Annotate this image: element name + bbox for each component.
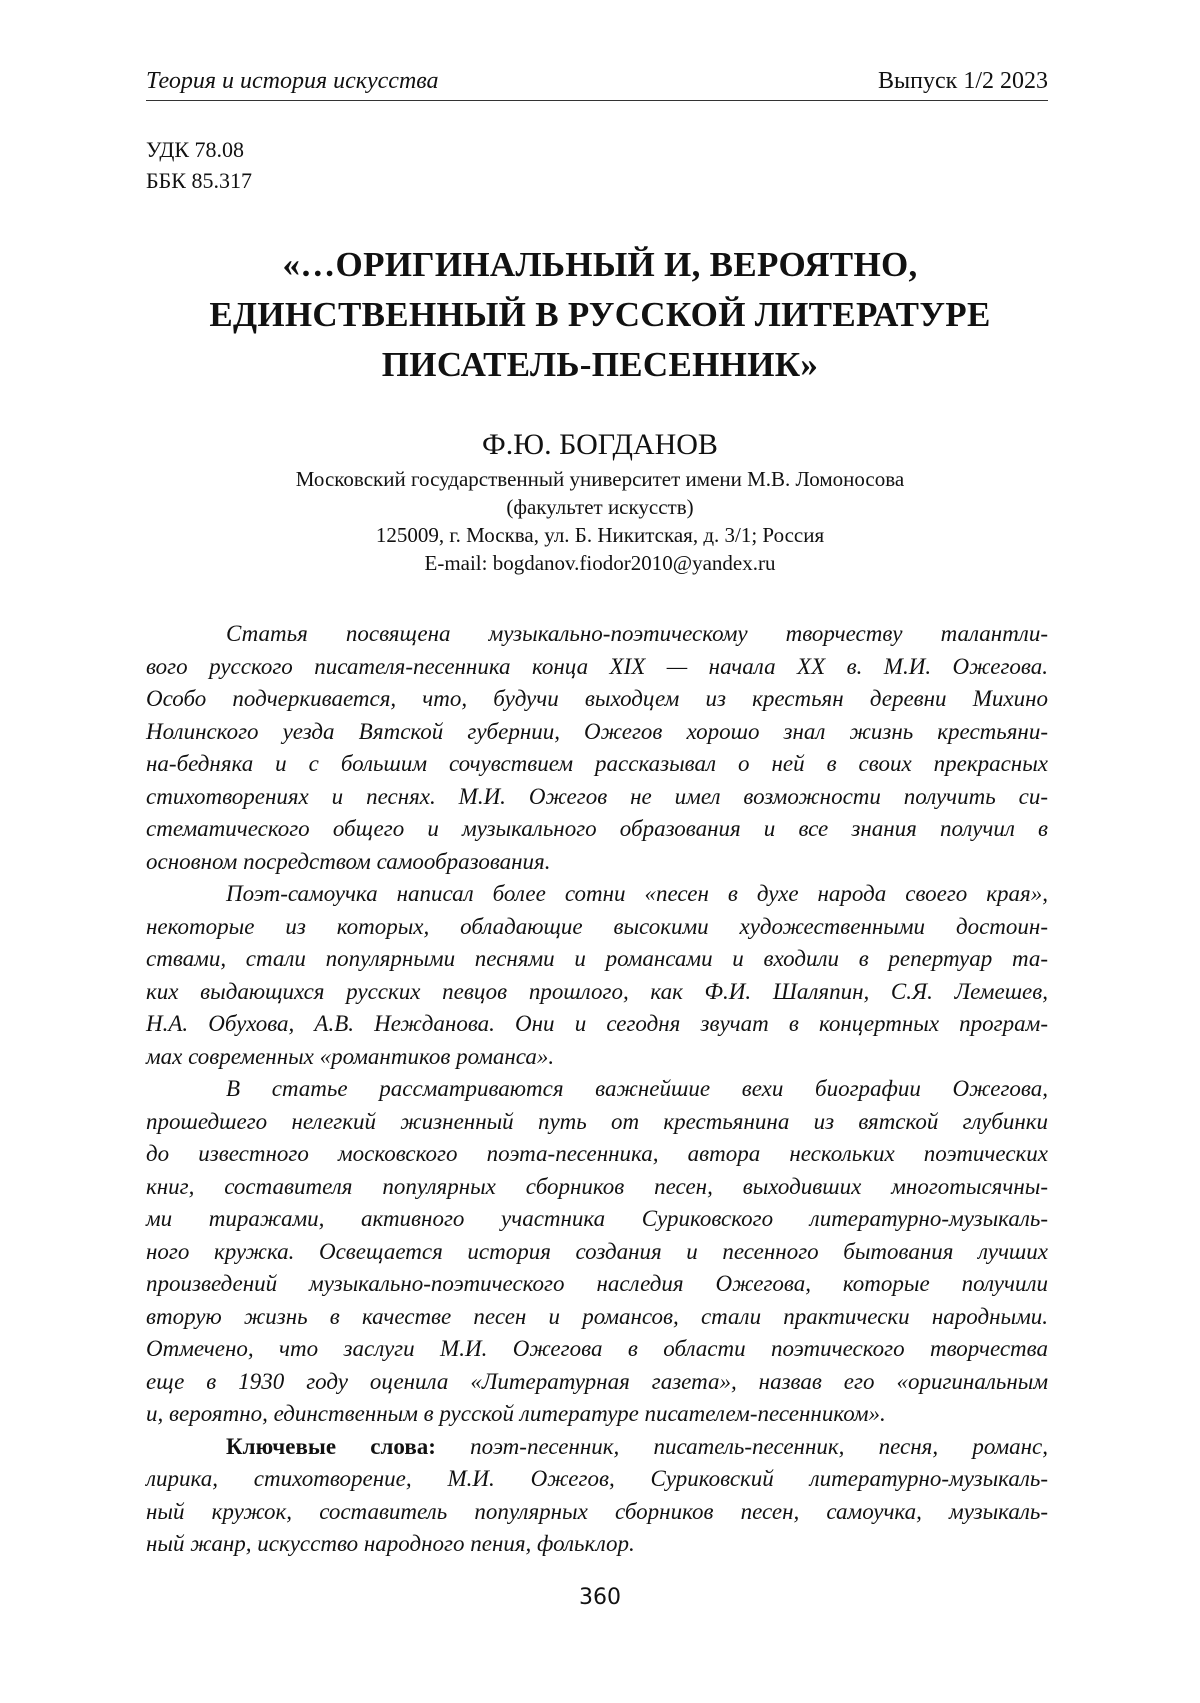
- abstract-line: до известного московского поэта-песенника, автора нескольких поэтических: [146, 1138, 1048, 1171]
- keywords-line: ный жанр, искусство народного пения, фольклор.: [146, 1528, 1048, 1561]
- keywords-label: Ключевые слова:: [226, 1434, 436, 1459]
- abstract-line: Особо подчеркивается, что, будучи выходцем из крестьян деревни Михино: [146, 683, 1048, 716]
- affiliation-faculty: (факультет искусств): [100, 493, 1100, 521]
- abstract-line: Нолинского уезда Вятской губернии, Ожегов хорошо знал жизнь крестьяни-: [146, 716, 1048, 749]
- abstract-line: некоторые из которых, обладающие высокими художественными достоин-: [146, 911, 1048, 944]
- abstract: [146, 618, 1048, 1561]
- abstract-line: Поэт-самоучка написал более сотни «песен в духе народа своего края»,: [146, 878, 1048, 911]
- abstract-line: стихотворениях и песнях. М.И. Ожегов не имел возможности получить си-: [146, 781, 1048, 814]
- abstract-line: Отмечено, что заслуги М.И. Ожегова в области поэтического творчества: [146, 1333, 1048, 1366]
- bbk-code: ББК 85.317: [146, 165, 252, 196]
- abstract-line: Статья посвящена музыкально-поэтическому творчеству талантли-: [146, 618, 1048, 651]
- abstract-line: на-бедняка и с большим сочувствием рассказывал о ней в своих прекрасных: [146, 748, 1048, 781]
- article-title: [100, 240, 1100, 390]
- abstract-line: Н.А. Обухова, А.В. Нежданова. Они и сегодня звучат в концертных програм-: [146, 1008, 1048, 1041]
- page: [0, 0, 1200, 1703]
- abstract-line: стематического общего и музыкального образования и все знания получил в: [146, 813, 1048, 846]
- page-number: 360: [0, 1585, 1200, 1610]
- running-header: [146, 64, 1048, 101]
- classification-codes: [146, 134, 252, 196]
- abstract-line: произведений музыкально-поэтического наследия Ожегова, которые получили: [146, 1268, 1048, 1301]
- affiliation: Московский государственный университет имени М.В. Ломоносова: [100, 465, 1100, 493]
- abstract-line: вого русского писателя-песенника конца XIX — начала XX в. М.И. Ожегова.: [146, 651, 1048, 684]
- abstract-line: ного кружка. Освещается история создания и песенного бытования лучших: [146, 1236, 1048, 1269]
- title-line: ПИСАТЕЛЬ-ПЕСЕННИК»: [100, 340, 1100, 390]
- abstract-line: ствами, стали популярными песнями и романсами и входили в репертуар та-: [146, 943, 1048, 976]
- abstract-line: В статье рассматриваются важнейшие вехи биографии Ожегова,: [146, 1073, 1048, 1106]
- keywords-line: лирика, стихотворение, М.И. Ожегов, Суриковский литературно-музыкаль-: [146, 1463, 1048, 1496]
- abstract-line: ких выдающихся русских певцов прошлого, как Ф.И. Шаляпин, С.Я. Лемешев,: [146, 976, 1048, 1009]
- udk-code: УДК 78.08: [146, 134, 252, 165]
- abstract-paragraph-1: [146, 618, 1048, 878]
- keywords: [146, 1431, 1048, 1561]
- abstract-line: книг, составителя популярных сборников песен, выходивших многотысячны-: [146, 1171, 1048, 1204]
- keywords-first-line: [146, 1431, 1048, 1464]
- abstract-line: ми тиражами, активного участника Суриковского литературно-музыкаль-: [146, 1203, 1048, 1236]
- abstract-line: основном посредством самообразования.: [146, 846, 1048, 879]
- journal-title: Теория и история искусства: [146, 68, 439, 95]
- issue-label: Выпуск 1/2 2023: [878, 68, 1048, 95]
- keywords-line: ный кружок, составитель популярных сборников песен, самоучка, музыкаль-: [146, 1496, 1048, 1529]
- abstract-line: еще в 1930 году оценила «Литературная газета», назвав его «оригинальным: [146, 1366, 1048, 1399]
- address: 125009, г. Москва, ул. Б. Никитская, д. 3/1; Россия: [100, 521, 1100, 549]
- author-name: Ф.Ю. БОГДАНОВ: [100, 425, 1100, 465]
- abstract-line: мах современных «романтиков романса».: [146, 1041, 1048, 1074]
- title-line: «…ОРИГИНАЛЬНЫЙ И, ВЕРОЯТНО,: [100, 240, 1100, 290]
- abstract-line: прошедшего нелегкий жизненный путь от крестьянина из вятской глубинки: [146, 1106, 1048, 1139]
- abstract-paragraph-3: [146, 1073, 1048, 1431]
- email: E-mail: bogdanov.fiodor2010@yandex.ru: [100, 549, 1100, 577]
- abstract-paragraph-2: [146, 878, 1048, 1073]
- author-block: [100, 425, 1100, 577]
- title-line: ЕДИНСТВЕННЫЙ В РУССКОЙ ЛИТЕРАТУРЕ: [100, 290, 1100, 340]
- abstract-line: и, вероятно, единственным в русской литературе писателем-песенником».: [146, 1398, 1048, 1431]
- abstract-line: вторую жизнь в качестве песен и романсов, стали практически народными.: [146, 1301, 1048, 1334]
- keywords-text: поэт-песенник, писатель-песенник, песня, романс,: [470, 1434, 1048, 1459]
